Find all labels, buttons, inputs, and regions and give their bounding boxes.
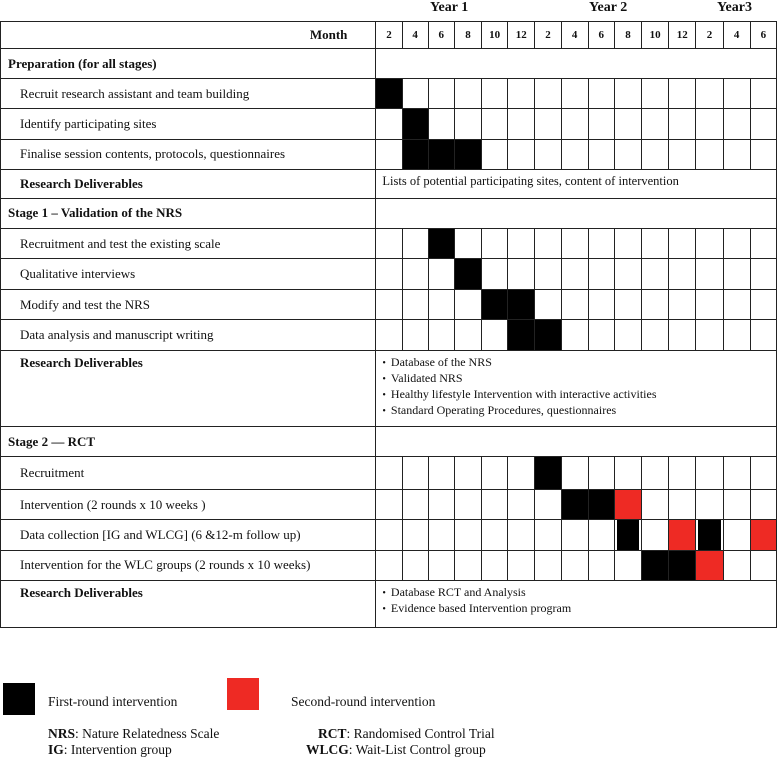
gantt-cell-empty: [642, 139, 669, 169]
gantt-cell-empty: [428, 109, 454, 139]
gantt-cell-empty: [376, 289, 402, 319]
gantt-cell-empty: [750, 139, 776, 169]
gantt-cell-empty: [428, 520, 454, 550]
gantt-cell-empty: [535, 78, 561, 108]
gantt-cell-empty: [376, 320, 402, 350]
section-header-empty: [376, 426, 777, 456]
gantt-cell-empty: [402, 259, 428, 289]
gantt-cell-empty: [696, 289, 723, 319]
gantt-cell-empty: [508, 259, 535, 289]
gantt-cell-empty: [588, 520, 614, 550]
gantt-cell-empty: [428, 320, 454, 350]
gantt-cell-empty: [428, 259, 454, 289]
gantt-cell-empty: [561, 289, 588, 319]
gantt-cell-empty: [535, 520, 561, 550]
gantt-cell-empty: [535, 259, 561, 289]
abbr-def-rct: [318, 726, 495, 742]
gantt-cell-empty: [428, 550, 454, 580]
month-header-row: [1, 22, 777, 49]
gantt-cell-empty: [723, 229, 750, 259]
deliverables-label: Research Deliverables: [1, 170, 376, 198]
gantt-cell-empty: [588, 109, 614, 139]
year-header: [0, 0, 778, 22]
first-round-swatch: [3, 683, 35, 715]
gantt-cell-empty: [750, 320, 776, 350]
legend: [0, 628, 778, 761]
gantt-cell-empty: [508, 109, 535, 139]
gantt-cell-empty: [561, 229, 588, 259]
gantt-cell-empty: [535, 489, 561, 519]
gantt-cell-second-round: [669, 520, 696, 550]
task-row: [1, 489, 777, 519]
gantt-cell-empty: [588, 457, 614, 489]
second-round-swatch: [227, 678, 259, 710]
abbr-term: WLCG: [306, 742, 349, 757]
year-1-label: Year 1: [430, 0, 469, 15]
gantt-cell-empty: [482, 78, 508, 108]
task-label: Recruitment: [1, 457, 376, 489]
gantt-cell-empty: [696, 139, 723, 169]
gantt-cell-empty: [561, 320, 588, 350]
gantt-cell-empty: [588, 289, 614, 319]
gantt-cell-empty: [642, 520, 669, 550]
abbr-text: : Nature Relatedness Scale: [75, 726, 220, 741]
gantt-cell-empty: [402, 550, 428, 580]
gantt-cell-empty: [428, 78, 454, 108]
section-header-row: [1, 198, 777, 228]
gantt-cell-empty: [723, 550, 750, 580]
gantt-cell-empty: [482, 259, 508, 289]
abbr-term: NRS: [48, 726, 76, 741]
task-label: Data analysis and manuscript writing: [1, 320, 376, 350]
gantt-cell-empty: [588, 320, 614, 350]
deliverable-item: • Database of the NRS: [382, 355, 770, 371]
task-row: [1, 259, 777, 289]
gantt-cell-empty: [508, 78, 535, 108]
gantt-cell-empty: [482, 320, 508, 350]
gantt-cell-first-round: [508, 289, 535, 319]
deliverable-item: • Evidence based Intervention program: [382, 601, 770, 617]
gantt-cell-empty: [669, 78, 696, 108]
task-label: Intervention (2 rounds x 10 weeks ): [1, 489, 376, 519]
gantt-cell-empty: [750, 457, 776, 489]
gantt-cell-first-round: [669, 550, 696, 580]
task-label: Data collection [IG and WLCG] (6 &12-m follow up): [1, 520, 376, 550]
gantt-cell-empty: [669, 489, 696, 519]
month-header-cell: 2: [696, 22, 723, 49]
gantt-cell-empty: [376, 520, 402, 550]
abbr-def-nrs: [48, 726, 219, 742]
gantt-cell-empty: [508, 139, 535, 169]
gantt-cell-empty: [614, 139, 641, 169]
gantt-cell-empty: [614, 457, 641, 489]
section-header-empty: [376, 49, 777, 78]
gantt-cell-empty: [642, 78, 669, 108]
gantt-cell-empty: [428, 489, 454, 519]
month-header-cell: 4: [402, 22, 428, 49]
gantt-cell-empty: [614, 320, 641, 350]
gantt-cell-first-round: [454, 259, 481, 289]
gantt-cell-empty: [561, 139, 588, 169]
task-row: [1, 520, 777, 550]
gantt-cell-empty: [454, 457, 481, 489]
gantt-cell-empty: [750, 550, 776, 580]
gantt-cell-empty: [376, 457, 402, 489]
gantt-cell-empty: [535, 550, 561, 580]
gantt-cell-second-round: [696, 550, 723, 580]
gantt-cell-empty: [508, 457, 535, 489]
gantt-cell-empty: [376, 489, 402, 519]
task-label: Qualitative interviews: [1, 259, 376, 289]
gantt-cell-empty: [508, 550, 535, 580]
deliverable-item: • Database RCT and Analysis: [382, 585, 770, 601]
gantt-cell-empty: [454, 550, 481, 580]
gantt-chart: [0, 21, 777, 628]
task-row: [1, 229, 777, 259]
gantt-cell-empty: [614, 259, 641, 289]
gantt-cell-empty: [454, 229, 481, 259]
abbr-text: : Randomised Control Trial: [346, 726, 495, 741]
gantt-cell-empty: [482, 550, 508, 580]
gantt-cell-empty: [482, 139, 508, 169]
gantt-cell-empty: [696, 457, 723, 489]
deliverable-item: • Validated NRS: [382, 371, 770, 387]
gantt-cell-empty: [750, 78, 776, 108]
month-header-cell: 10: [482, 22, 508, 49]
gantt-cell-empty: [376, 139, 402, 169]
gantt-cell-empty: [402, 489, 428, 519]
gantt-cell-first-round: [402, 109, 428, 139]
gantt-cell-empty: [614, 289, 641, 319]
gantt-cell-empty: [402, 229, 428, 259]
task-row: [1, 109, 777, 139]
gantt-cell-empty: [642, 229, 669, 259]
month-header-label: Month: [1, 22, 376, 49]
gantt-cell-empty: [723, 78, 750, 108]
abbr-def-wlcg: [306, 742, 486, 758]
gantt-cell-empty: [376, 550, 402, 580]
gantt-cell-empty: [723, 489, 750, 519]
task-label: Identify participating sites: [1, 109, 376, 139]
task-label: Modify and test the NRS: [1, 289, 376, 319]
gantt-cell-empty: [642, 457, 669, 489]
gantt-cell-empty: [482, 229, 508, 259]
gantt-cell-empty: [669, 109, 696, 139]
gantt-cell-empty: [642, 320, 669, 350]
task-row: [1, 289, 777, 319]
abbr-term: IG: [48, 742, 64, 757]
gantt-cell-empty: [482, 520, 508, 550]
gantt-cell-second-round: [614, 489, 641, 519]
gantt-cell-empty: [402, 289, 428, 319]
gantt-cell-empty: [561, 520, 588, 550]
deliverable-item: • Healthy lifestyle Intervention with interactive activities: [382, 387, 770, 403]
gantt-cell-first-round: [482, 289, 508, 319]
section-header-row: [1, 49, 777, 78]
abbr-term: RCT: [318, 726, 347, 741]
gantt-cell-empty: [696, 78, 723, 108]
gantt-cell-empty: [454, 320, 481, 350]
deliverables-list: [382, 585, 770, 617]
task-row: [1, 320, 777, 350]
gantt-cell-empty: [482, 489, 508, 519]
year-2-label: Year 2: [589, 0, 628, 15]
deliverables-row: [1, 581, 777, 628]
gantt-cell-empty: [723, 289, 750, 319]
gantt-cell-empty: [723, 109, 750, 139]
gantt-cell-empty: [750, 259, 776, 289]
gantt-cell-empty: [642, 489, 669, 519]
gantt-cell-empty: [696, 229, 723, 259]
gantt-cell-empty: [642, 259, 669, 289]
gantt-cell-empty: [561, 457, 588, 489]
gantt-cell-empty: [376, 259, 402, 289]
gantt-cell-empty: [376, 229, 402, 259]
task-row: [1, 457, 777, 489]
gantt-cell-empty: [669, 320, 696, 350]
gantt-cell-empty: [402, 78, 428, 108]
gantt-cell-empty: [535, 229, 561, 259]
deliverables-text: Lists of potential participating sites, content of intervention: [376, 170, 777, 198]
gantt-cell-first-round: [428, 139, 454, 169]
month-header-cell: 6: [588, 22, 614, 49]
deliverables-list: [382, 355, 770, 419]
gantt-cell-empty: [454, 489, 481, 519]
task-label: Intervention for the WLC groups (2 rounds x 10 weeks): [1, 550, 376, 580]
month-header-cell: 12: [669, 22, 696, 49]
gantt-cell-first-round: [454, 139, 481, 169]
gantt-cell-empty: [454, 520, 481, 550]
gantt-cell-empty: [561, 78, 588, 108]
gantt-cell-empty: [454, 289, 481, 319]
task-row: [1, 139, 777, 169]
month-header-cell: 8: [454, 22, 481, 49]
deliverables-list-cell: [376, 350, 777, 426]
gantt-cell-empty: [508, 489, 535, 519]
gantt-cell-empty: [428, 289, 454, 319]
gantt-cell-empty: [428, 457, 454, 489]
month-header-cell: 10: [642, 22, 669, 49]
gantt-cell-empty: [750, 229, 776, 259]
gantt-cell-empty: [669, 229, 696, 259]
gantt-cell-first-round: [402, 139, 428, 169]
gantt-cell-first-round: [696, 520, 723, 550]
gantt-cell-empty: [402, 457, 428, 489]
gantt-cell-empty: [614, 550, 641, 580]
gantt-cell-empty: [614, 229, 641, 259]
section-title-stage2: Stage 2 — RCT: [1, 426, 376, 456]
gantt-cell-empty: [723, 139, 750, 169]
gantt-cell-empty: [561, 109, 588, 139]
gantt-cell-first-round: [428, 229, 454, 259]
gantt-cell-empty: [723, 320, 750, 350]
gantt-cell-empty: [535, 289, 561, 319]
deliverables-list-cell: [376, 581, 777, 628]
abbr-text: : Intervention group: [63, 742, 172, 757]
gantt-cell-empty: [588, 259, 614, 289]
gantt-cell-empty: [482, 109, 508, 139]
task-row: [1, 550, 777, 580]
gantt-cell-empty: [454, 78, 481, 108]
deliverables-row: [1, 350, 777, 426]
gantt-cell-empty: [696, 489, 723, 519]
gantt-cell-empty: [723, 457, 750, 489]
second-round-label: Second-round intervention: [291, 694, 436, 709]
abbr-text: : Wait-List Control group: [348, 742, 486, 757]
gantt-cell-first-round: [535, 320, 561, 350]
gantt-cell-empty: [669, 139, 696, 169]
gantt-cell-first-round: [535, 457, 561, 489]
gantt-cell-empty: [508, 229, 535, 259]
deliverables-label: Research Deliverables: [1, 350, 376, 426]
gantt-cell-empty: [588, 229, 614, 259]
month-header-cell: 4: [723, 22, 750, 49]
gantt-cell-empty: [561, 550, 588, 580]
gantt-cell-empty: [402, 520, 428, 550]
gantt-cell-empty: [588, 78, 614, 108]
first-round-label: First-round intervention: [48, 694, 178, 709]
month-header-cell: 12: [508, 22, 535, 49]
deliverables-row: [1, 170, 777, 198]
abbr-def-ig: [48, 742, 172, 758]
gantt-cell-first-round: [614, 520, 641, 550]
gantt-cell-empty: [376, 109, 402, 139]
gantt-cell-empty: [669, 457, 696, 489]
gantt-cell-empty: [454, 109, 481, 139]
gantt-cell-empty: [696, 320, 723, 350]
gantt-cell-second-round: [750, 520, 776, 550]
month-header-cell: 4: [561, 22, 588, 49]
gantt-cell-empty: [669, 259, 696, 289]
gantt-cell-empty: [750, 109, 776, 139]
gantt-cell-empty: [535, 109, 561, 139]
gantt-cell-first-round: [508, 320, 535, 350]
deliverable-item: • Standard Operating Procedures, questionnaires: [382, 403, 770, 419]
month-header-cell: 6: [750, 22, 776, 49]
gantt-cell-empty: [588, 139, 614, 169]
gantt-cell-empty: [750, 289, 776, 319]
gantt-cell-empty: [750, 489, 776, 519]
task-label: Recruit research assistant and team building: [1, 78, 376, 108]
month-header-cell: 2: [535, 22, 561, 49]
gantt-cell-empty: [482, 457, 508, 489]
year-3-label: Year3: [717, 0, 752, 15]
month-header-cell: 8: [614, 22, 641, 49]
task-label: Recruitment and test the existing scale: [1, 229, 376, 259]
gantt-cell-first-round: [588, 489, 614, 519]
gantt-cell-empty: [535, 139, 561, 169]
section-title-preparation: Preparation (for all stages): [1, 49, 376, 78]
section-title-stage1: Stage 1 – Validation of the NRS: [1, 198, 376, 228]
gantt-cell-empty: [561, 259, 588, 289]
month-header-cell: 2: [376, 22, 402, 49]
gantt-cell-empty: [696, 259, 723, 289]
task-label: Finalise session contents, protocols, questionnaires: [1, 139, 376, 169]
gantt-cell-empty: [642, 109, 669, 139]
gantt-cell-empty: [402, 320, 428, 350]
gantt-cell-empty: [508, 520, 535, 550]
month-header-cell: 6: [428, 22, 454, 49]
gantt-cell-empty: [614, 109, 641, 139]
gantt-cell-empty: [723, 259, 750, 289]
gantt-cell-first-round: [561, 489, 588, 519]
gantt-cell-empty: [696, 109, 723, 139]
gantt-cell-empty: [588, 550, 614, 580]
gantt-cell-first-round: [642, 550, 669, 580]
section-header-row: [1, 426, 777, 456]
deliverables-label: Research Deliverables: [1, 581, 376, 628]
task-row: [1, 78, 777, 108]
gantt-cell-empty: [614, 78, 641, 108]
section-header-empty: [376, 198, 777, 228]
gantt-cell-empty: [723, 520, 750, 550]
gantt-cell-empty: [669, 289, 696, 319]
gantt-cell-empty: [642, 289, 669, 319]
gantt-cell-first-round: [376, 78, 402, 108]
